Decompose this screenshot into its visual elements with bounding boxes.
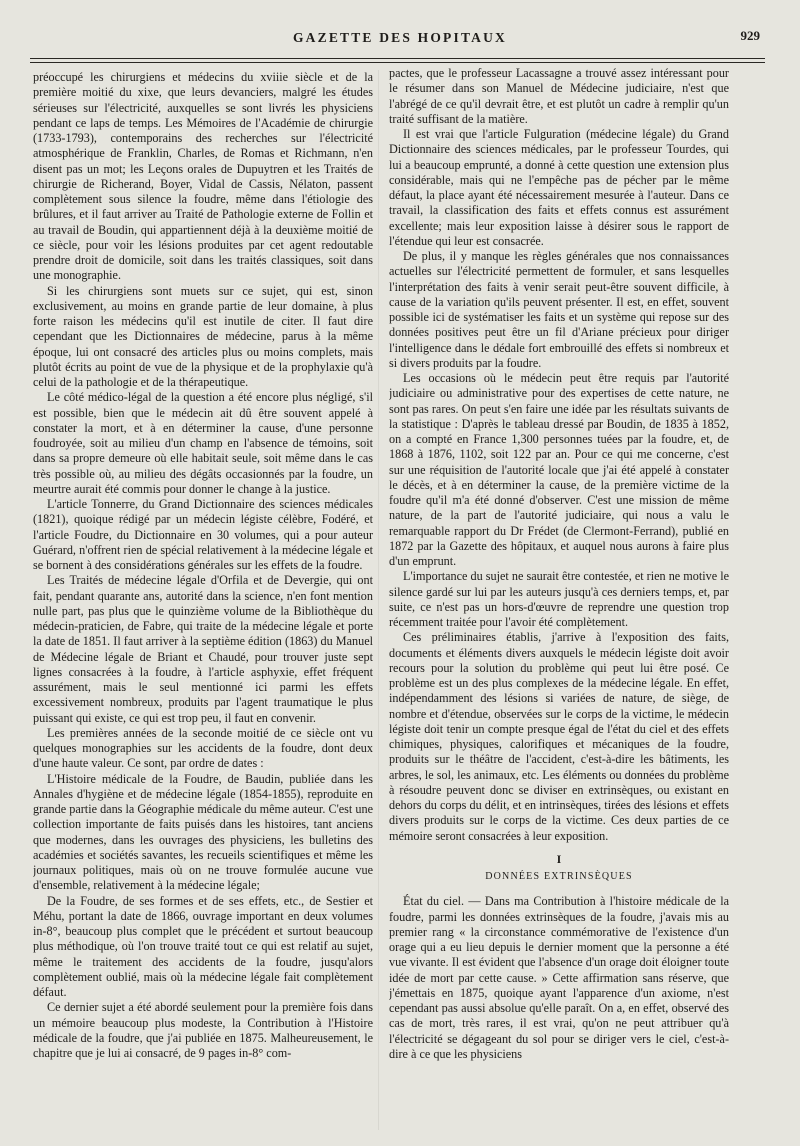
paragraph: Le côté médico-légal de la question a été encore plus négligé, s'il est possible, bien que le médecin ait dû être souvent appelé à constater la mort, et à en déterminer la cause, d'une personne foudroyée, soit au milieu d'un champ en l'absence de témoins, soit dans sa propre demeure où elle habitait seule, soit même dans le cas très possible où, au milieu des dégâts occasionnés par la foudre, un meurtre aurait été commis pour donner le change à la justice. — [33, 390, 373, 496]
running-head — [0, 30, 800, 50]
journal-title: GAZETTE DES HOPITAUX — [292, 30, 508, 45]
paragraph: Si les chirurgiens sont muets sur ce sujet, qui est, sinon exclusivement, au moins en grande partie de leur domaine, à plus forte raison les médecins qu'il est inutile de citer. Il faut dire cependant que les Dictionnaires de médecine, parus à la même époque, lui ont consacré des articles plus ou moins complets, mais plutôt écrits au point de vue de la physique et de la prophylaxie qu'à celui de la pathologie et de la thérapeutique. — [33, 283, 373, 389]
paragraph: pactes, que le professeur Lacassagne a trouvé assez intéressant pour le résumer dans son Manuel de Médecine judiciaire, n'est que l'abrégé de ce qu'il devrait être, et est plutôt un cadre à remplir qu'un traité suffisant de la matière. — [389, 66, 729, 126]
paragraph: État du ciel. — Dans ma Contribution à l'histoire médicale de la foudre, parmi les données extrinsèques de la foudre, j'avais mis au premier rang « la circonstance commémorative de l'existence d'un orage qui a eu lieu depuis le dernier moment que la personne a été vue vivante. Il est évident que l'absence d'un orage doit éloigner toute idée de mort par cette cause. » Cette affirmation sans réserve, que j'émettais en 1875, quoique ayant l'apparence d'un axiome, n'est cependant pas aussi absolue qu'elle paraît. On a, en effet, observé des cas de mort, très rares, il est vrai, qu'on ne peut attribuer qu'à l'électricité se dégageant du sol pour se diriger vers le ciel, c'est-à-dire à ce que les physiciens — [389, 894, 729, 1061]
paragraph: L'Histoire médicale de la Foudre, de Baudin, publiée dans les Annales d'hygiène et de médecine légale (1854-1855), reproduite en grande partie dans la Géographie médicale du même auteur. C'est une collection importante de faits puisés dans les histoires, tant anciens que modernes, dans les ouvrages des physiciens, les bulletins des académies et sociétés savantes, les recueils scientifiques et même les journaux politiques, mais où on ne trouve formulée aucune vue d'ensemble, relativement à la médecine légale; — [33, 771, 373, 893]
paragraph: Les premières années de la seconde moitié de ce siècle ont vu quelques monographies sur les accidents de la foudre, dont deux d'une haute valeur. Ce sont, par ordre de dates : — [33, 725, 373, 771]
left-column — [33, 70, 373, 1145]
paragraph: Les occasions où le médecin peut être requis par l'autorité judiciaire ou administrative pour des expertises de cette nature, ne sont pas rares. On peut s'en faire une idée par les résultats suivants de la statistique : D'après le tableau dressé par Boudin, de 1835 à 1852, on a compté en France 1,300 personnes tuées par la foudre, et, de 1868 à 1876, 1102, soit 122 par an. Pour ce qui me concerne, c'est sur une réquisition de l'autorité locale que j'ai été appelé à constater le décès, et à en déterminer la cause, de la première victime de la foudre qu'il m'a été donné d'observer. C'est une mission de même nature, de la part de l'autorité judiciaire, qui nous a valu le remarquable rapport du Dr Frédet (de Clermont-Ferrand), publié en 1872 par la Gazette des hôpitaux, et auquel nous aurons à faire plus d'un emprunt. — [389, 371, 729, 568]
paragraph: Il est vrai que l'article Fulguration (médecine légale) du Grand Dictionnaire des sciences médicales, par le professeur Tourdes, qui lui a beaucoup emprunté, a donné à cette question une extension plus considérable, mais qui ne l'empêche pas de pécher par le même défaut, la place ayant été nécessairement mesurée à l'auteur. Dans ce travail, la classification des faits et effets connus est assurément excellente; mais leur exposition laisse à désirer sous le rapport de l'étendue qui leur est consacrée. — [389, 127, 729, 248]
paragraph: L'importance du sujet ne saurait être contestée, et rien ne motive le silence gardé sur lui par les auteurs jusqu'à ces derniers temps, et, par suite, ce n'est pas un hors-d'œuvre de reprendre une question trop récemment traitée pour l'avoir été complètement. — [389, 569, 729, 629]
page-number: 929 — [740, 28, 760, 43]
column-gutter — [378, 70, 379, 1130]
header-rule — [30, 58, 765, 63]
paragraph: De la Foudre, de ses formes et de ses effets, etc., de Sestier et Méhu, portant la date de 1866, ouvrage important en deux volumes in-8°, beaucoup plus complet que le précédent et surtout beaucoup plus méthodique, où l'on trouve traité tout ce qui est relatif au sujet, même le traitement des accidents de la foudre, jusqu'alors complètement oublié, mais où la médecine légale fait complètement défaut. — [33, 893, 373, 999]
section-title: DONNÉES EXTRINSÈQUES — [485, 871, 633, 882]
paragraph: Ce dernier sujet a été abordé seulement pour la première fois dans un mémoire beaucoup plus modeste, la Contribution à l'Histoire médicale de la foudre, que j'ai publiée en 1875. Malheureusement, le chapitre que je lui ai consacré, de 9 pages in-8° com- — [33, 1000, 373, 1060]
paragraph: préoccupé les chirurgiens et médecins du xviiie siècle et de la première moitié du xixe, que leurs devanciers, malgré les études sérieuses sur l'électricité, auxquelles se sont livrés les physiciens pendant ce laps de temps. Les Mémoires de l'Académie de chirurgie (1733-1793), contemporains des recherches sur l'électricité atmosphérique de Franklin, Charles, de Romas et Richmann, n'en disent pas un mot; les Leçons orales de Dupuytren et les Traités de chirurgie de Richerand, Boyer, Vidal de Cassis, Nélaton, passent complètement sous silence la foudre, même dans l'étiologie des brûlures, et il faut arriver au Traité de Pathologie externe de Follin et au travail de Boudin, qui appartiennent déjà à la deuxième moitié de ce siècle, pour voir les lésions produites par cet agent redoutable prendre droit de domicile, soit dans les traités classiques, soit dans une monographie. — [33, 70, 373, 283]
paragraph: Ces préliminaires établis, j'arrive à l'exposition des faits, documents et éléments divers auxquels le médecin légiste doit avoir recours pour la solution du problème qui peut lui être posé. Ce problème est un des plus complexes de la médecine légale. En effet, indépendamment des lésions si variées de nature, de siège, de nombre et d'étendue, observées sur le corps de la victime, le médecin légiste doit tenir un compte presque égal de l'état du ciel et des effets chimiques, physiques, calorifiques et mécaniques de la foudre, produits sur le théâtre de l'accident, c'est-à-dire les bâtiments, les arbres, le sol, les animaux, etc. Les éléments ou données du problème à résoudre peuvent donc se diviser en extrinsèques, ou existant en dehors du corps du délit, et en intrinsèques, tirées des lésions et effets divers produits sur le corps de la victime. Ces deux parties de ce mémoire seront consacrées à leur exposition. — [389, 630, 729, 843]
paragraph: De plus, il y manque les règles générales que nos connaissances actuelles sur l'électricité permettent de formuler, et sans lesquelles l'interprétation des faits à venir serait peut-être souvent difficile, à cause de la variation qu'ils peuvent présenter. Il est, en effet, souvent possible ici de systématiser les faits et un système qui repose sur des données positives peut être un fil d'Ariane précieux pour diriger l'intelligence dans le dédale fort embrouillé des effets si nombreux et si divers produits par la foudre. — [389, 249, 729, 370]
paragraph: L'article Tonnerre, du Grand Dictionnaire des sciences médicales (1821), quoique rédigé par un médecin légiste célèbre, Fodéré, et l'article Foudre, du Dictionnaire en 30 volumes, qui a pour auteur Guérard, n'offrent rien de spécial relativement à la médecine légale et se bornent à des considérations générales sur les effets de la foudre. — [33, 497, 373, 572]
paragraph: Les Traités de médecine légale d'Orfila et de Devergie, qui ont fait, pendant quarante ans, autorité dans la science, n'en font mention nulle part, pas plus que le quinzième volume de la Bibliothèque du médecin-praticien, de Fabre, qui traite de la médecine légale et porte la date de 1851. Il faut arriver à la septième édition (1863) du Manuel de Médecine légale de Briant et Chaudé, pour trouver juste sept lignes consacrées à la foudre, à l'article asphyxie, effet fréquent assurément, mais le seul mentionné ici parmi les effets excessivement nombreux, produits par l'agent traumatique le plus puissant qui existe, ce qui est trop peu, il faut en convenir. — [33, 573, 373, 725]
section-number: I — [556, 851, 562, 866]
right-column — [389, 66, 729, 1141]
